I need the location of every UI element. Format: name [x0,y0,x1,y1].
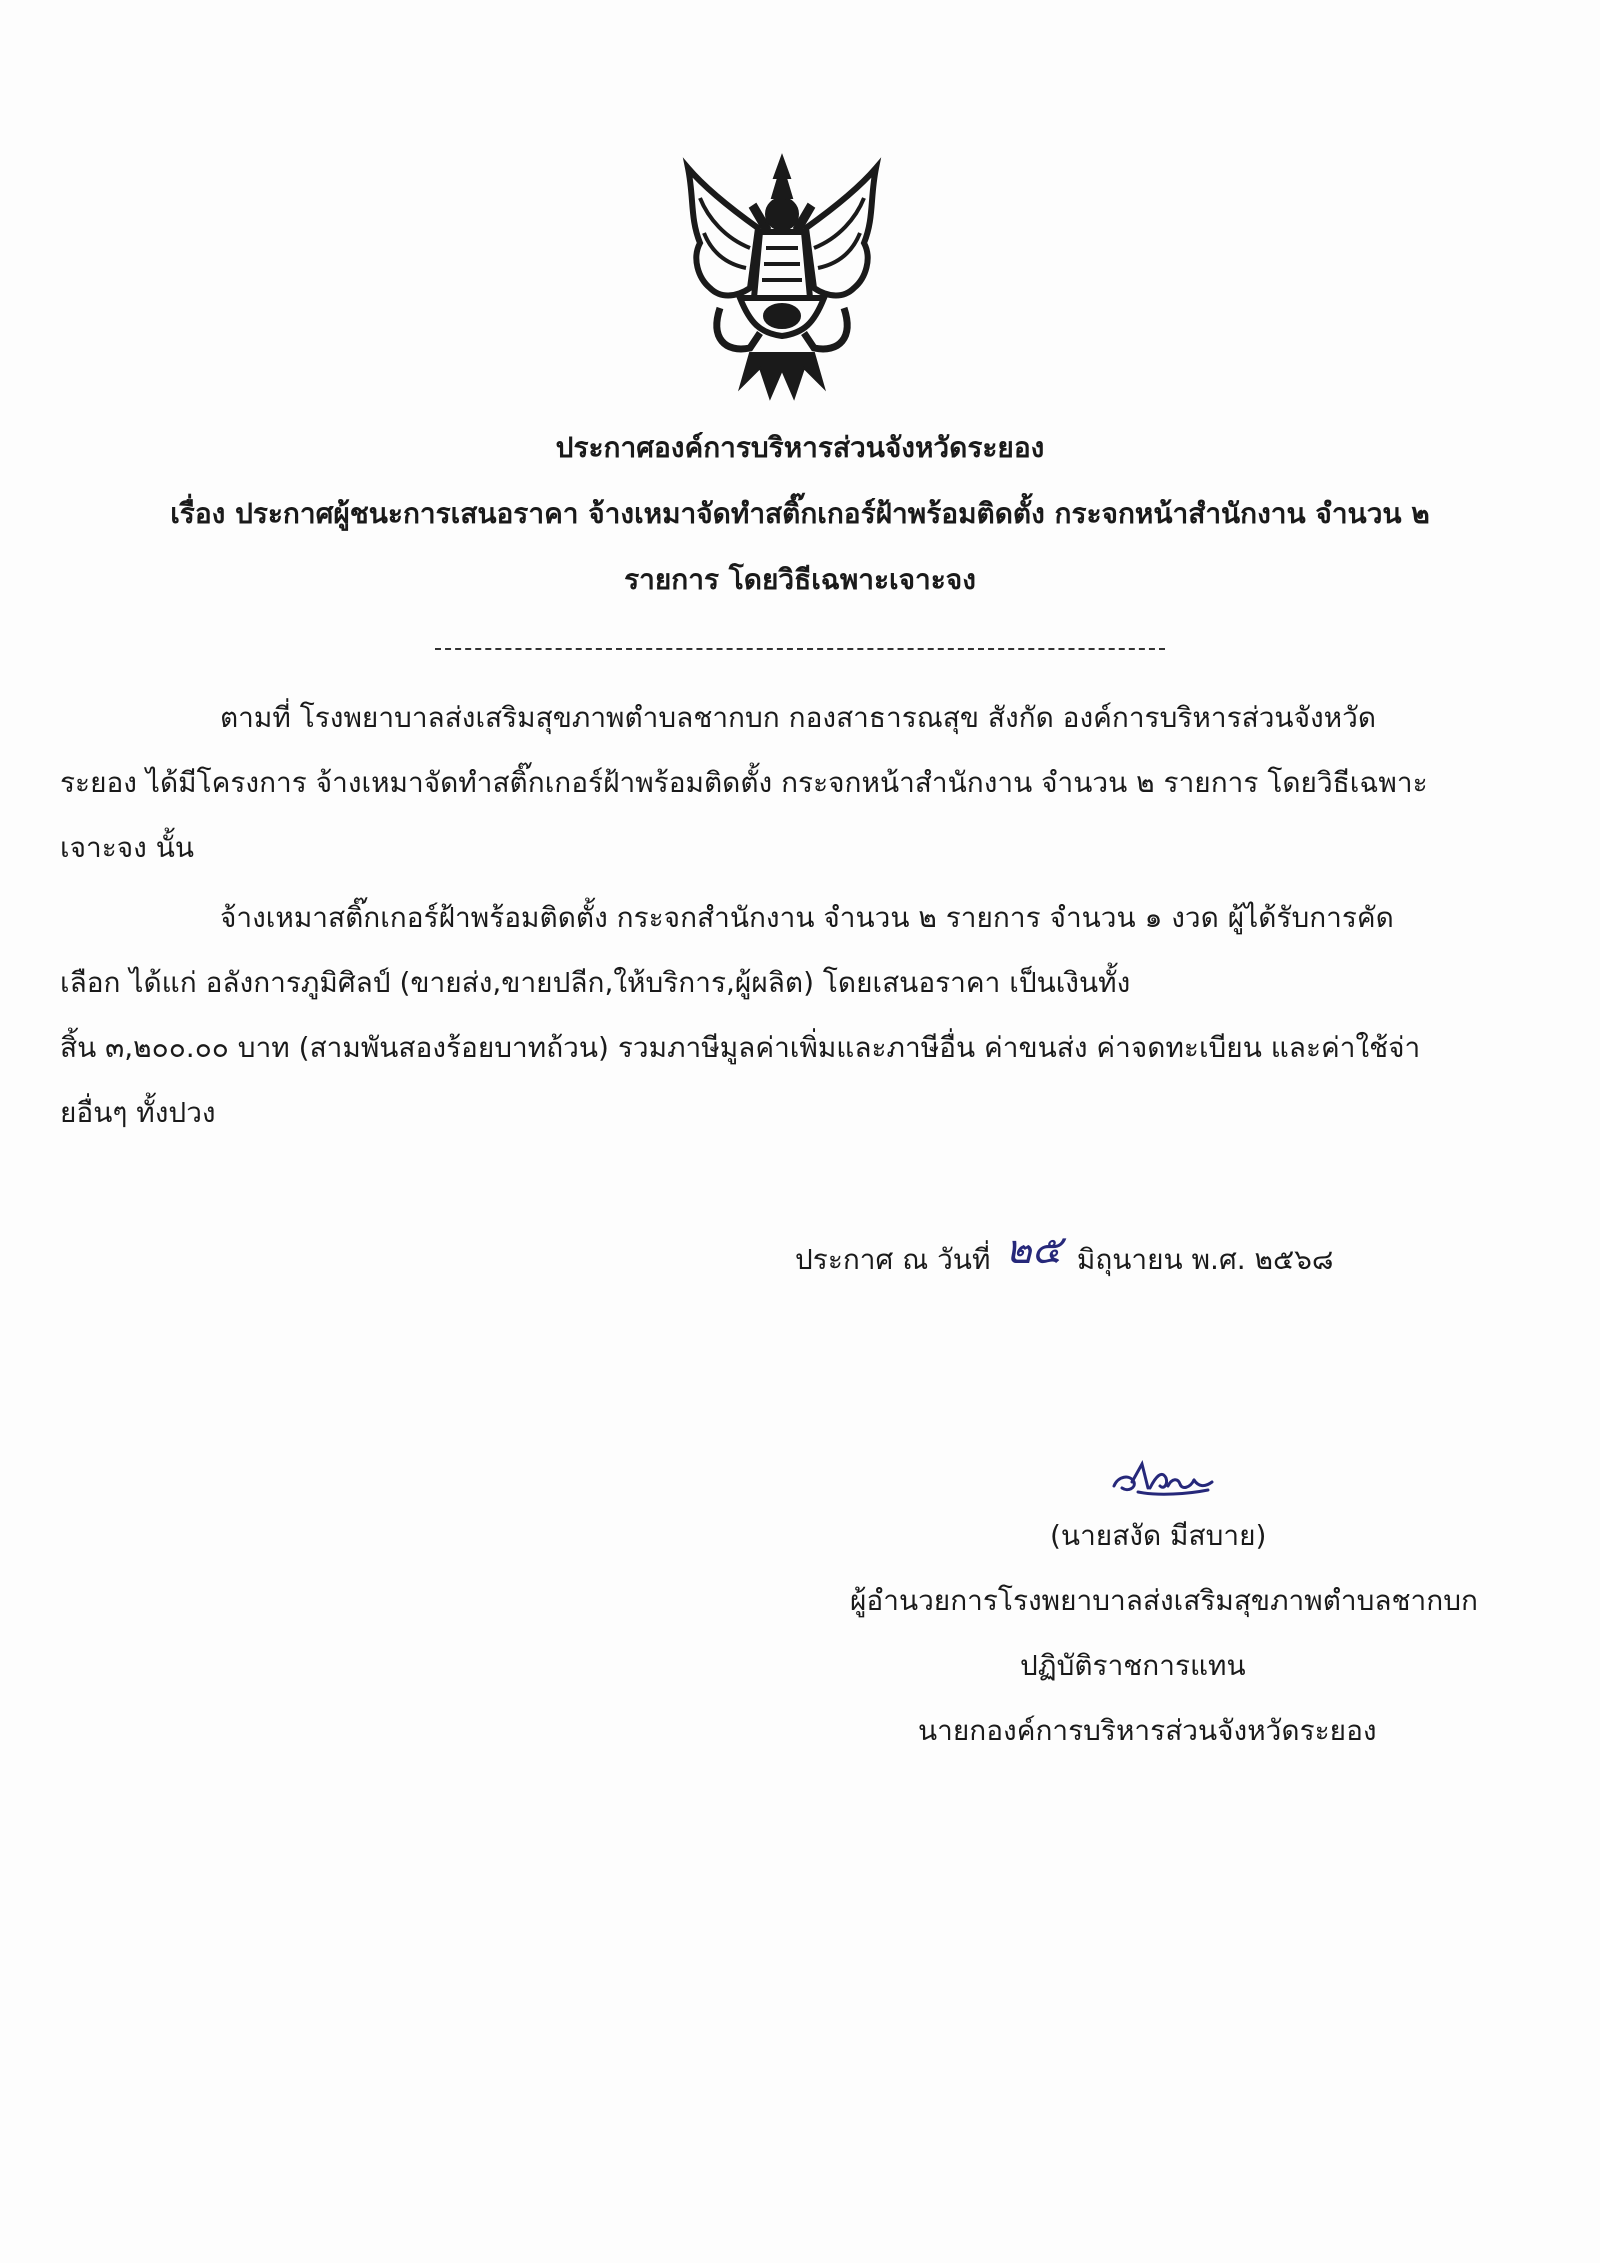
body-paragraph-1-line-3: เจาะจง นั้น [60,831,194,864]
signatory-name: (นายสงัด มีสบาย) [1050,1519,1267,1552]
header-divider [435,648,1165,650]
date-prefix: ประกาศ ณ วันที่ [795,1243,991,1276]
signatory-title-1: ผู้อำนวยการโรงพยาบาลส่งเสริมสุขภาพตำบลชากบก [850,1584,1478,1617]
announcement-title: ประกาศองค์การบริหารส่วนจังหวัดระยอง [555,431,1045,464]
body-paragraph-2-line-3: สิ้น ๓,๒๐๐.๐๐ บาท (สามพันสองร้อยบาทถ้วน) รวมภาษีมูลค่าเพิ่มและภาษีอื่น ค่าขนส่ง ค่าจดทะเบียน และค่าใช้จ่า [60,1031,1421,1064]
date-month-year: มิถุนายน พ.ศ. ๒๕๖๘ [1076,1243,1334,1276]
date-day-handwritten: ๒๕ [1005,1227,1062,1273]
subject-line-1: เรื่อง ประกาศผู้ชนะการเสนอราคา จ้างเหมาจัดทำสติ๊กเกอร์ฝ้าพร้อมติดตั้ง กระจกหน้าสำนักงาน จำนวน ๒ [170,497,1430,530]
body-paragraph-2-line-2: เลือก ได้แก่ อลังการภูมิศิลป์ (ขายส่ง,ขายปลีก,ให้บริการ,ผู้ผลิต) โดยเสนอราคา เป็นเงินทั้ง [60,966,1131,999]
subject-line-2: รายการ โดยวิธีเฉพาะเจาะจง [624,563,976,596]
body-paragraph-1-line-1: ตามที่ โรงพยาบาลส่งเสริมสุขภาพตำบลชากบก กองสาธารณสุข สังกัด องค์การบริหารส่วนจังหวัด [220,701,1377,734]
handwritten-signature [1108,1452,1218,1500]
announcement-date [795,1227,1334,1278]
body-paragraph-2-line-1: จ้างเหมาสติ๊กเกอร์ฝ้าพร้อมติดตั้ง กระจกสำนักงาน จำนวน ๒ รายการ จำนวน ๑ งวด ผู้ได้รับการคัด [220,901,1394,934]
signatory-title-2: ปฏิบัติราชการแทน [1020,1649,1246,1682]
garuda-emblem-icon [680,148,885,410]
signatory-title-3: นายกองค์การบริหารส่วนจังหวัดระยอง [918,1714,1377,1747]
body-paragraph-1-line-2: ระยอง ได้มีโครงการ จ้างเหมาจัดทำสติ๊กเกอร์ฝ้าพร้อมติดตั้ง กระจกหน้าสำนักงาน จำนวน ๒ รายการ โดยวิธีเฉพาะ [60,766,1428,799]
body-paragraph-2-line-4: ยอื่นๆ ทั้งปวง [60,1096,216,1129]
